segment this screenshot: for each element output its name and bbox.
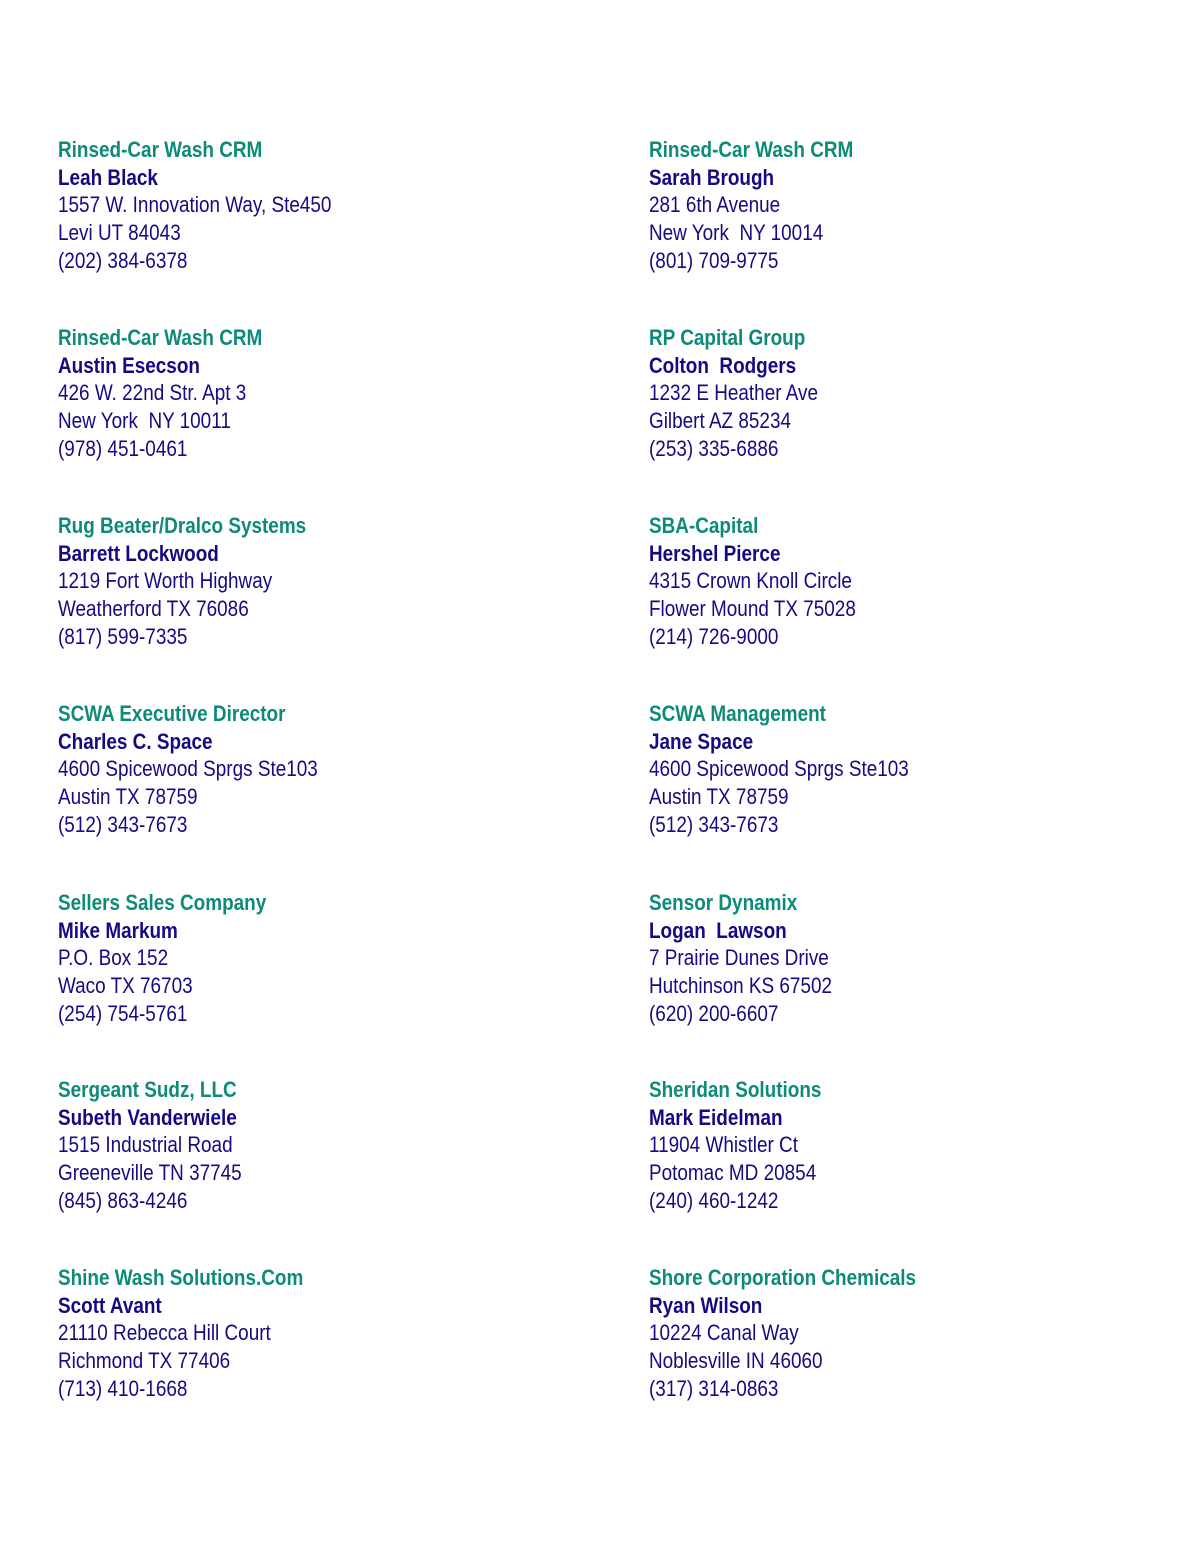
- contact-name: Subeth Vanderwiele: [58, 1104, 237, 1130]
- company-name: Sheridan Solutions: [649, 1077, 822, 1102]
- street-address: 4600 Spicewood Sprgs Ste103: [58, 756, 318, 782]
- street-address: 11904 Whistler Ct: [649, 1132, 798, 1158]
- street-address: 1219 Fort Worth Highway: [58, 568, 273, 594]
- contact-name: Austin Esecson: [58, 352, 200, 378]
- phone-number: (713) 410-1668: [58, 1375, 188, 1401]
- phone-number: (512) 343-7673: [58, 811, 188, 837]
- city-state-zip: Flower Mound TX 75028: [649, 596, 856, 622]
- street-address: 426 W. 22nd Str. Apt 3: [58, 380, 247, 406]
- contact-entry: [649, 700, 1096, 839]
- company-name: Rinsed-Car Wash CRM: [58, 137, 263, 162]
- street-address: 1232 E Heather Ave: [649, 380, 819, 406]
- city-state-zip: Weatherford TX 76086: [58, 596, 249, 622]
- company-name: Sensor Dynamix: [649, 890, 798, 915]
- contact-name: Barrett Lockwood: [58, 540, 219, 566]
- contact-entry: [649, 324, 1096, 463]
- street-address: 10224 Canal Way: [649, 1320, 799, 1346]
- contact-name: Ryan Wilson: [649, 1292, 763, 1318]
- contact-entry: [58, 324, 505, 463]
- street-address: 4315 Crown Knoll Circle: [649, 568, 852, 594]
- contact-name: Hershel Pierce: [649, 540, 781, 566]
- company-name: Sellers Sales Company: [58, 890, 267, 915]
- street-address: 281 6th Avenue: [649, 192, 781, 218]
- company-name: RP Capital Group: [649, 325, 806, 350]
- contact-name: Mike Markum: [58, 917, 178, 943]
- phone-number: (317) 314-0863: [649, 1375, 779, 1401]
- contact-entry: [649, 512, 1096, 651]
- contact-name: Jane Space: [649, 728, 754, 754]
- phone-number: (214) 726-9000: [649, 623, 779, 649]
- city-state-zip: Noblesville IN 46060: [649, 1348, 823, 1374]
- contact-name: Charles C. Space: [58, 728, 213, 754]
- contact-name: Colton Rodgers: [649, 352, 797, 378]
- contact-entry: [58, 889, 505, 1028]
- contact-entry: [58, 136, 505, 275]
- phone-number: (512) 343-7673: [649, 811, 779, 837]
- phone-number: (978) 451-0461: [58, 435, 188, 461]
- contact-name: Scott Avant: [58, 1292, 162, 1318]
- contact-entry: [649, 1264, 1096, 1403]
- company-name: Rinsed-Car Wash CRM: [58, 325, 263, 350]
- company-name: Rinsed-Car Wash CRM: [649, 137, 854, 162]
- company-name: Shine Wash Solutions.Com: [58, 1265, 304, 1290]
- phone-number: (817) 599-7335: [58, 623, 188, 649]
- street-address: P.O. Box 152: [58, 945, 169, 971]
- street-address: 4600 Spicewood Sprgs Ste103: [649, 756, 909, 782]
- company-name: Shore Corporation Chemicals: [649, 1265, 917, 1290]
- street-address: 1557 W. Innovation Way, Ste450: [58, 192, 332, 218]
- contact-name: Mark Eidelman: [649, 1104, 783, 1130]
- phone-number: (202) 384-6378: [58, 247, 188, 273]
- phone-number: (254) 754-5761: [58, 1000, 188, 1026]
- city-state-zip: Waco TX 76703: [58, 973, 193, 999]
- city-state-zip: Levi UT 84043: [58, 220, 181, 246]
- city-state-zip: New York NY 10011: [58, 408, 231, 434]
- city-state-zip: Austin TX 78759: [649, 784, 789, 810]
- company-name: SCWA Management: [649, 701, 826, 726]
- city-state-zip: Potomac MD 20854: [649, 1160, 817, 1186]
- phone-number: (845) 863-4246: [58, 1187, 188, 1213]
- street-address: 1515 Industrial Road: [58, 1132, 233, 1158]
- street-address: 21110 Rebecca Hill Court: [58, 1320, 271, 1346]
- contact-entry: [58, 700, 505, 839]
- company-name: SBA-Capital: [649, 513, 759, 538]
- city-state-zip: Greeneville TN 37745: [58, 1160, 242, 1186]
- street-address: 7 Prairie Dunes Drive: [649, 945, 829, 971]
- city-state-zip: New York NY 10014: [649, 220, 824, 246]
- contact-entry: [58, 1076, 505, 1215]
- city-state-zip: Gilbert AZ 85234: [649, 408, 791, 434]
- phone-number: (801) 709-9775: [649, 247, 779, 273]
- city-state-zip: Hutchinson KS 67502: [649, 973, 833, 999]
- contact-entry: [58, 512, 505, 651]
- contact-name: Logan Lawson: [649, 917, 787, 943]
- company-name: Rug Beater/Dralco Systems: [58, 513, 307, 538]
- contact-name: Leah Black: [58, 164, 158, 190]
- contact-name: Sarah Brough: [649, 164, 775, 190]
- phone-number: (253) 335-6886: [649, 435, 779, 461]
- phone-number: (240) 460-1242: [649, 1187, 779, 1213]
- contact-entry: [649, 889, 1096, 1028]
- phone-number: (620) 200-6607: [649, 1000, 779, 1026]
- contact-entry: [649, 136, 1096, 275]
- contact-entry: [649, 1076, 1096, 1215]
- city-state-zip: Austin TX 78759: [58, 784, 198, 810]
- city-state-zip: Richmond TX 77406: [58, 1348, 231, 1374]
- company-name: SCWA Executive Director: [58, 701, 286, 726]
- contact-entry: [58, 1264, 505, 1403]
- company-name: Sergeant Sudz, LLC: [58, 1077, 237, 1102]
